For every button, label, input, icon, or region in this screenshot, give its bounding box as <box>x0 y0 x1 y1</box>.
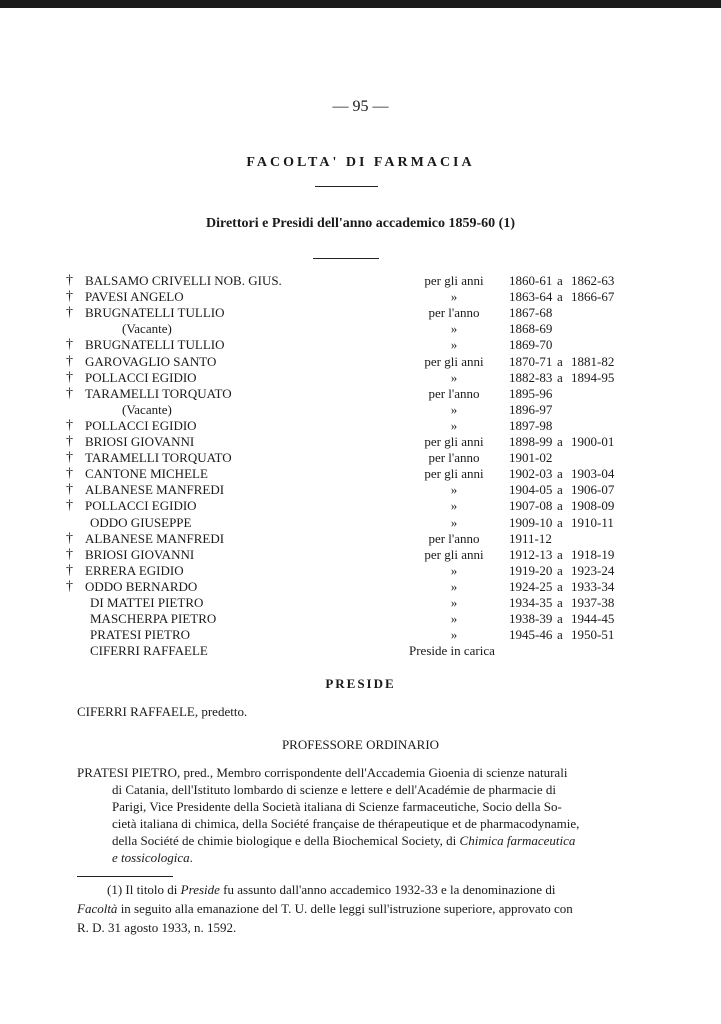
director-year-conj: a <box>557 434 563 449</box>
director-period: per gli anni <box>424 273 484 288</box>
director-row <box>0 627 721 643</box>
director-year-from: 1896-97 <box>509 401 553 417</box>
director-period: » <box>450 514 458 530</box>
professor-subject: Chimica farmaceutica <box>459 833 576 848</box>
director-row <box>0 498 721 514</box>
deceased-cross-icon: † <box>66 578 73 594</box>
deceased-cross-icon: † <box>66 289 73 305</box>
director-year-to: 1906-07 <box>571 482 615 498</box>
director-row <box>0 611 721 627</box>
director-year-to: 1866-67 <box>571 289 615 305</box>
director-period: » <box>450 562 458 578</box>
director-row <box>0 434 721 450</box>
director-year-from: 1869-70 <box>509 337 553 353</box>
director-name: POLLACCI EGIDIO <box>85 498 197 514</box>
director-year-conj: a <box>557 273 563 288</box>
subtitle-underline <box>313 258 379 259</box>
director-name: POLLACCI EGIDIO <box>85 417 197 433</box>
director-year-from: 1867-68 <box>509 305 553 321</box>
director-row <box>0 595 721 611</box>
deceased-cross-icon: † <box>66 450 73 466</box>
footnote-l2-b: in seguito alla emanazione del T. U. delle leggi sull'istruzione superiore, approvato con <box>117 901 573 916</box>
professor-subject-tail: e tossicologica <box>112 850 190 865</box>
footnote-l2-italic: Facoltà <box>77 901 118 916</box>
director-year-conj: a <box>557 369 563 385</box>
footnote <box>77 880 647 937</box>
director-period: per l'anno <box>428 450 480 466</box>
professor-line-1: PRATESI PIETRO, pred., Membro corrispondente dell'Accademia Gioenia di scienze naturali <box>77 765 568 780</box>
director-row <box>0 386 721 402</box>
director-period: per l'anno <box>428 530 480 546</box>
director-row <box>0 370 721 386</box>
director-year-from: 1882-83 <box>509 369 553 385</box>
professor-line-2: di Catania, dell'Istituto lombardo di scienze e lettere e dell'Académie de pharmacie di <box>112 782 556 797</box>
director-year-to: 1937-38 <box>571 595 615 610</box>
director-name: (Vacante) <box>122 401 172 417</box>
director-row <box>0 354 721 370</box>
deceased-cross-icon: † <box>66 353 73 369</box>
director-year-conj: a <box>557 498 563 514</box>
director-name: POLLACCI EGIDIO <box>85 369 197 385</box>
footnote-separator <box>77 876 173 877</box>
director-row <box>0 482 721 498</box>
director-year-to: 1950-51 <box>571 627 615 643</box>
director-year-from: 1904-05 <box>509 482 553 498</box>
director-period: per gli anni <box>424 434 484 449</box>
director-year-to: 1923-24 <box>571 562 615 578</box>
director-year-to: 1908-09 <box>571 498 615 514</box>
director-name: GAROVAGLIO SANTO <box>85 353 217 369</box>
director-period: » <box>450 369 458 385</box>
director-period: per gli anni <box>424 546 484 562</box>
director-name: CIFERRI RAFFAELE <box>90 643 208 659</box>
director-row <box>0 563 721 579</box>
director-name: BRUGNATELLI TULLIO <box>85 337 225 353</box>
director-row <box>0 531 721 547</box>
preside-heading: PRESIDE <box>325 676 396 691</box>
deceased-cross-icon: † <box>66 530 73 546</box>
director-year-to: 1900-01 <box>571 434 615 449</box>
director-row <box>0 418 721 434</box>
professor-line-3: Parigi, Vice Presidente della Società italiana di Scienze farmaceutiche, Socio della So- <box>112 799 562 814</box>
deceased-cross-icon: † <box>66 466 73 482</box>
director-year-from: Preside in carica <box>409 643 495 659</box>
director-row <box>0 305 721 321</box>
preside-text: CIFERRI RAFFAELE, predetto. <box>77 704 248 719</box>
director-name: ALBANESE MANFREDI <box>85 530 225 546</box>
director-year-to: 1903-04 <box>571 466 615 482</box>
director-row <box>0 289 721 305</box>
deceased-cross-icon: † <box>66 369 73 385</box>
professor-line-6 <box>77 849 647 866</box>
director-year-conj: a <box>557 611 563 627</box>
director-year-from: 1902-03 <box>509 466 553 482</box>
director-row <box>0 402 721 418</box>
director-year-conj: a <box>557 514 563 530</box>
deceased-cross-icon: † <box>66 482 73 498</box>
director-year-conj: a <box>557 627 563 643</box>
director-year-from: 1870-71 <box>509 353 553 369</box>
director-year-conj: a <box>557 353 563 369</box>
director-name: (Vacante) <box>122 321 172 337</box>
director-period: per l'anno <box>428 305 480 321</box>
deceased-cross-icon: † <box>66 385 73 401</box>
director-name: CANTONE MICHELE <box>85 466 208 482</box>
deceased-cross-icon: † <box>66 305 73 321</box>
director-period: per gli anni <box>424 466 484 482</box>
director-period: » <box>450 627 458 643</box>
director-year-from: 1938-39 <box>509 611 553 627</box>
professor-line-4: cietà italiana di chimica, della Société française de thérapeutique et de pharmacodynamie, <box>112 816 580 831</box>
page-number: — 95 — <box>332 98 389 115</box>
director-name: ODDO BERNARDO <box>85 578 198 594</box>
director-name: ODDO GIUSEPPE <box>90 514 192 530</box>
director-period: » <box>450 417 458 433</box>
footnote-l1-a: (1) Il titolo di <box>107 882 181 897</box>
director-year-from: 1945-46 <box>509 627 553 643</box>
director-year-conj: a <box>557 595 563 610</box>
director-year-from: 1934-35 <box>509 595 553 610</box>
director-period: » <box>450 401 458 417</box>
director-name: DI MATTEI PIETRO <box>90 595 204 610</box>
footnote-line-1 <box>77 880 647 899</box>
director-row <box>0 547 721 563</box>
director-year-conj: a <box>557 562 563 578</box>
deceased-cross-icon: † <box>66 434 73 449</box>
director-year-from: 1912-13 <box>509 546 553 562</box>
director-name: TARAMELLI TORQUATO <box>85 385 232 401</box>
faculty-title: FACOLTA' DI FARMACIA <box>246 155 475 170</box>
director-period: » <box>450 595 458 610</box>
professor-heading: PROFESSORE ORDINARIO <box>281 737 440 752</box>
director-year-from: 1897-98 <box>509 417 553 433</box>
page-top-edge <box>0 0 721 8</box>
title-underline <box>315 186 378 187</box>
director-name: MASCHERPA PIETRO <box>90 611 217 627</box>
director-year-conj: a <box>557 546 563 562</box>
director-year-from: 1895-96 <box>509 385 553 401</box>
director-period: per l'anno <box>428 385 480 401</box>
director-name: BRUGNATELLI TULLIO <box>85 305 225 321</box>
director-row <box>0 321 721 337</box>
director-year-to: 1881-82 <box>571 353 615 369</box>
director-row <box>0 515 721 531</box>
director-period: » <box>450 321 458 337</box>
deceased-cross-icon: † <box>66 498 73 514</box>
director-year-from: 1907-08 <box>509 498 553 514</box>
director-row <box>0 579 721 595</box>
director-year-to: 1918-19 <box>571 546 615 562</box>
director-row <box>0 643 721 659</box>
director-row <box>0 450 721 466</box>
director-period: » <box>450 498 458 514</box>
professor-line-6-end: . <box>189 850 193 865</box>
director-year-conj: a <box>557 578 563 594</box>
section-subtitle: Direttori e Presidi dell'anno accademico 1859-60 (1) <box>206 216 515 231</box>
director-year-conj: a <box>557 482 563 498</box>
director-period: » <box>450 289 458 305</box>
director-name: TARAMELLI TORQUATO <box>85 450 232 466</box>
director-row <box>0 466 721 482</box>
director-name: PRATESI PIETRO <box>90 627 191 643</box>
director-year-from: 1901-02 <box>509 450 553 466</box>
director-name: ERRERA EGIDIO <box>85 562 184 578</box>
professor-line-5 <box>77 832 647 849</box>
professor-line-5-text: della Société de chimie biologique e della Biochemical Society, di <box>112 833 460 848</box>
director-year-from: 1919-20 <box>509 562 553 578</box>
deceased-cross-icon: † <box>66 562 73 578</box>
director-period: per gli anni <box>424 353 484 369</box>
director-year-to: 1944-45 <box>571 611 615 627</box>
director-period: » <box>450 611 458 627</box>
director-year-to: 1933-34 <box>571 578 615 594</box>
deceased-cross-icon: † <box>66 273 73 288</box>
director-name: BRIOSI GIOVANNI <box>85 434 195 449</box>
director-year-from: 1911-12 <box>509 530 552 546</box>
deceased-cross-icon: † <box>66 337 73 353</box>
director-row <box>0 273 721 289</box>
deceased-cross-icon: † <box>66 546 73 562</box>
footnote-line-2 <box>77 899 647 918</box>
director-name: ALBANESE MANFREDI <box>85 482 225 498</box>
director-year-from: 1863-64 <box>509 289 553 305</box>
director-name: BALSAMO CRIVELLI NOB. GIUS. <box>85 273 282 288</box>
director-name: BRIOSI GIOVANNI <box>85 546 195 562</box>
footnote-l1-italic: Preside <box>180 882 220 897</box>
director-year-from: 1898-99 <box>509 434 553 449</box>
director-year-to: 1910-11 <box>571 514 614 530</box>
director-period: » <box>450 578 458 594</box>
director-year-to: 1862-63 <box>571 273 615 288</box>
footnote-l1-b: fu assunto dall'anno accademico 1932-33 e la denominazione di <box>219 882 556 897</box>
footnote-line-3: R. D. 31 agosto 1933, n. 1592. <box>77 920 237 935</box>
director-period: » <box>450 482 458 498</box>
director-year-conj: a <box>557 289 563 305</box>
director-year-to: 1894-95 <box>571 369 615 385</box>
deceased-cross-icon: † <box>66 417 73 433</box>
director-year-from: 1924-25 <box>509 578 553 594</box>
director-year-from: 1860-61 <box>509 273 553 288</box>
director-year-from: 1868-69 <box>509 321 553 337</box>
director-period: » <box>450 337 458 353</box>
director-year-from: 1909-10 <box>509 514 553 530</box>
director-name: PAVESI ANGELO <box>85 289 184 305</box>
professor-paragraph <box>77 764 647 866</box>
director-year-conj: a <box>557 466 563 482</box>
director-row <box>0 337 721 353</box>
